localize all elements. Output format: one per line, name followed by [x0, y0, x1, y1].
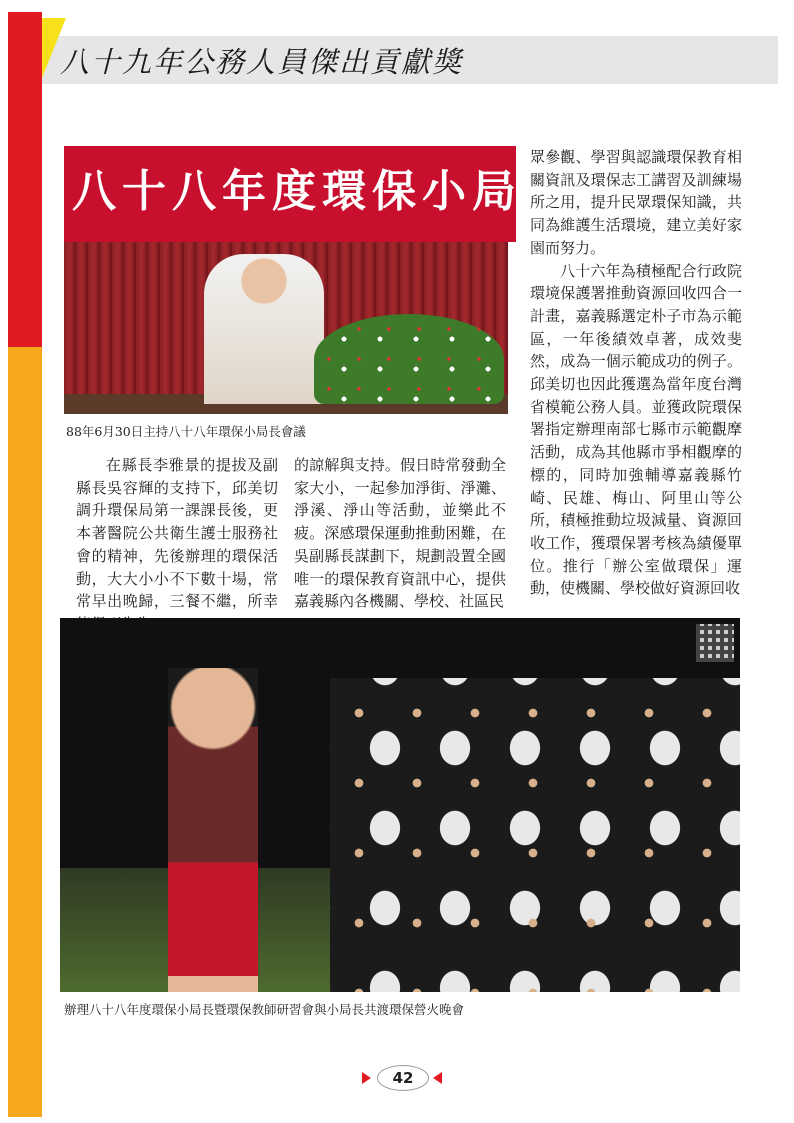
body-column-left — [76, 454, 278, 636]
photo-banner-text: 八十八年度環保小局長 — [64, 146, 516, 242]
body-column-right — [530, 146, 742, 600]
paragraph-left: 在縣長李雅景的提拔及副縣長吳容輝的支持下，邱美切調升環保局第一課課長後，更本著醫院公共衛生護士服務社會的精神，先後辦理的環保活動，大大小小不下數十場，常常早出晚歸，三餐不繼，所幸 — [76, 456, 278, 611]
photo-speaker-figure — [204, 254, 324, 404]
triangle-right-icon — [362, 1072, 371, 1084]
triangle-left-icon — [433, 1072, 442, 1084]
paragraph-middle: 的諒解與支持。假日時常發動全家大小，一起參加淨街、淨灘、淨溪、淨山等活動，並樂此不疲。深感環保運動推動困難，在吳副縣長謀劃下，規劃設置全國唯一的環保教育資訊中心，提供嘉義縣內各機關、學校、社區民 — [294, 456, 506, 611]
page-title: 八十九年公務人員傑出貢獻獎 — [60, 45, 464, 79]
paragraph-right-1: 眾參觀、學習與認識環保教育相關資訊及環保志工講習及訓練場所之用，提升民眾環保知識，共同為維護生活環境，建立美好家園而努力。 — [530, 148, 742, 257]
paragraph-right-2: 八十六年為積極配合行政院環境保護署推動資源回收四合一計畫，嘉義縣選定朴子市為示範區，一年後績效卓著，成效斐然，成為一個示範成功的例子。邱美切也因此獲選為當年度台灣省模範公務人員。並獲政院環保署指定辦理南部七縣市示範觀摩活動，成為其他縣市爭相觀摩的標的，同時加強輔導嘉義縣竹崎、民雄、梅山、阿里山等公所，積極推動垃圾減量、資源回收工作，獲環保署考核為績優單位。推行「辦公室做環保」運動，使機關、學校做好資源回收 — [530, 261, 742, 598]
left-orange-bar — [8, 347, 42, 1117]
left-red-bar — [8, 12, 42, 347]
photo-children-crowd — [330, 678, 740, 992]
photo-speaker-woman — [168, 668, 258, 992]
photo-flower-arrangement — [314, 314, 504, 404]
photo-caption-2: 辦理八十八年度環保小局長暨環保教師研習會與小局長共渡環保營火晚會 — [64, 1002, 465, 1017]
page-number: 42 — [377, 1065, 429, 1091]
photo-caption-1: 88年6月30日主持八十八年環保小局長會議 — [66, 424, 306, 439]
photo-meeting — [64, 146, 572, 414]
body-column-middle — [294, 454, 506, 613]
page-number-badge — [362, 1065, 442, 1089]
corner-grid-icon — [696, 624, 734, 662]
photo-campfire-night — [60, 618, 740, 992]
